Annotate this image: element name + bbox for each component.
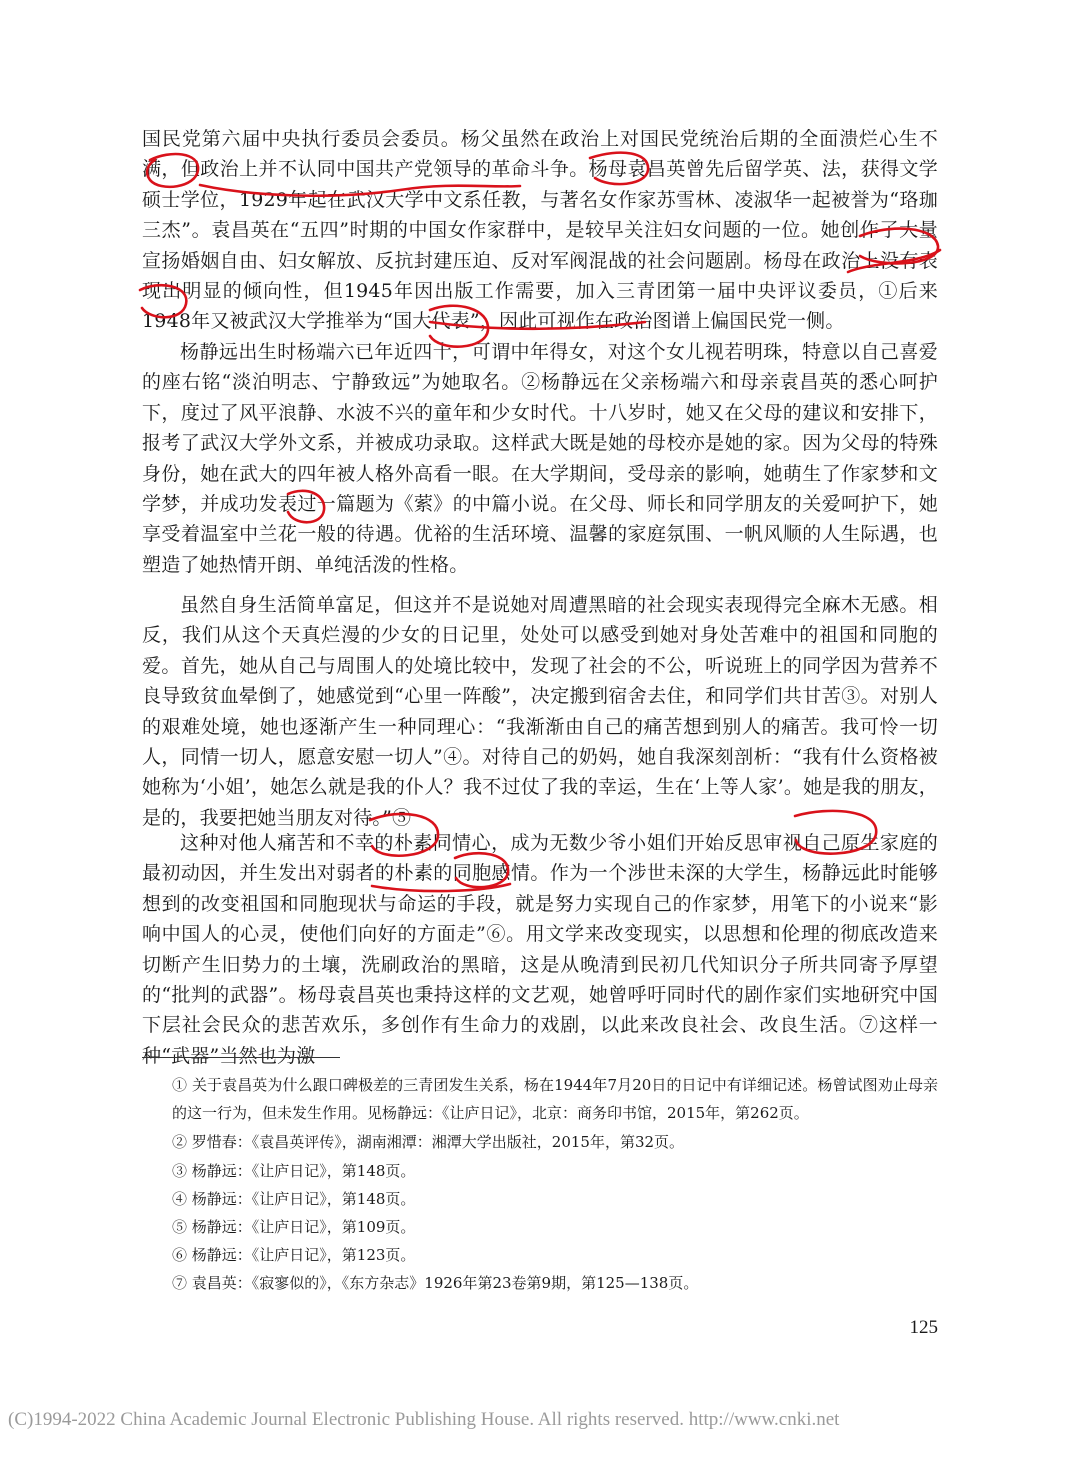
footnote-4: ④ 杨静远：《让庐日记》，第148页。 [172,1190,416,1208]
footnote-1: ① 关于袁昌英为什么跟口碑极差的三青团发生关系，杨在1944年7月20日的日记中有详细记述。杨曾试图劝止母亲的这一行为，但未发生作用。见杨静远：《让庐日记》，北京：商务印书馆，2015年，第262页。 [172,1076,938,1122]
body-paragraph-1: 国民党第六届中央执行委员会委员。杨父虽然在政治上对国民党统治后期的全面溃烂心生不满，但政治上并不认同中国共产党领导的革命斗争。杨母袁昌英曾先后留学英、法，获得文学硕士学位，1929年起在武汉大学中文系任教，与著名女作家苏雪林、凌淑华一起被誉为“珞珈三杰”。袁昌英在“五四”时期的中国女作家群中，是较早关注妇女问题的一位。她创作了大量宣扬婚姻自由、妇女解放、反抗封建压迫、反对军阀混战的社会问题剧。杨母在政治上没有表现出明显的倾向性，但1945年因出版工作需要，加入三青团第一届中央评议委员，①后来1948年又被武汉大学推举为“国大代表”，因此可视作在政治图谱上偏国民党一侧。 [142,128,938,333]
page-number: 125 [909,1317,938,1338]
footnote-3: ③ 杨静远：《让庐日记》，第148页。 [172,1162,416,1180]
footnote-5: ⑤ 杨静远：《让庐日记》，第109页。 [172,1218,416,1236]
footnote-2: ② 罗惜春：《袁昌英评传》，湖南湘潭：湘潭大学出版社，2015年，第32页。 [172,1133,685,1151]
body-paragraph-4: 这种对他人痛苦和不幸的朴素同情心，成为无数少爷小姐们开始反思审视自己原生家庭的最初动因，并生发出对弱者的朴素的同胞感情。作为一个涉世未深的大学生，杨静远此时能够想到的改变祖国和同胞现状与命运的手段，就是努力实现自己的作家梦，用笔下的小说来“影响中国人的心灵，使他们向好的方面走”⑥。用文学来改变现实，以思想和伦理的彻底改造来切断产生旧势力的土壤，洗刷政治的黑暗，这是从晚清到民初几代知识分子所共同寄予厚望的“批判的武器”。杨母袁昌英也秉持这样的文艺观，她曾呼吁同时代的剧作家们实地研究中国下层社会民众的悲苦欢乐，多创作有生命力的戏剧，以此来改良社会、改良生活。⑦这样一种“武器”当然也为激 [142,832,938,1067]
footnote-7: ⑦ 袁昌英：《寂寥似的》，《东方杂志》1926年第23卷第9期，第125—138页。 [172,1274,699,1292]
copyright-watermark: (C)1994-2022 China Academic Journal Electronic Publishing House. All rights reserved. http://www.cnki.net [8,1409,840,1430]
footnote-6: ⑥ 杨静远：《让庐日记》，第123页。 [172,1246,416,1264]
body-paragraph-3: 虽然自身生活简单富足，但这并不是说她对周遭黑暗的社会现实表现得完全麻木无感。相反，我们从这个天真烂漫的少女的日记里，处处可以感受到她对身处苦难中的祖国和同胞的爱。首先，她从自己与周围人的处境比较中，发现了社会的不公，听说班上的同学因为营养不良导致贫血晕倒了，她感觉到“心里一阵酸”，决定搬到宿舍去住，和同学们共甘苦③。对别人的艰难处境，她也逐渐产生一种同理心：“我渐渐由自己的痛苦想到别人的痛苦。我可怜一切人，同情一切人，愿意安慰一切人”④。对待自己的奶妈，她自我深刻剖析：“我有什么资格被她称为‘小姐’，她怎么就是我的仆人？我不过仗了我的幸运，生在‘上等人家’。她是我的朋友，是的，我要把她当朋友对待。”⑤ [142,594,938,829]
body-paragraph-2: 杨静远出生时杨端六已年近四十，可谓中年得女，对这个女儿视若明珠，特意以自己喜爱的座右铭“淡泊明志、宁静致远”为她取名。②杨静远在父亲杨端六和母亲袁昌英的悉心呵护下，度过了风平浪静、水波不兴的童年和少女时代。十八岁时，她又在父母的建议和安排下，报考了武汉大学外文系，并被成功录取。这样武大既是她的母校亦是她的家。因为父母的特殊身份，她在武大的四年被人格外高看一眼。在大学期间，受母亲的影响，她萌生了作家梦和文学梦，并成功发表过一篇题为《萦》的中篇小说。在父母、师长和同学朋友的关爱呵护下，她享受着温室中兰花一般的待遇。优裕的生活环境、温馨的家庭氛围、一帆风顺的人生际遇，也塑造了她热情开朗、单纯活泼的性格。 [142,341,938,576]
footnote-separator [142,1057,340,1058]
